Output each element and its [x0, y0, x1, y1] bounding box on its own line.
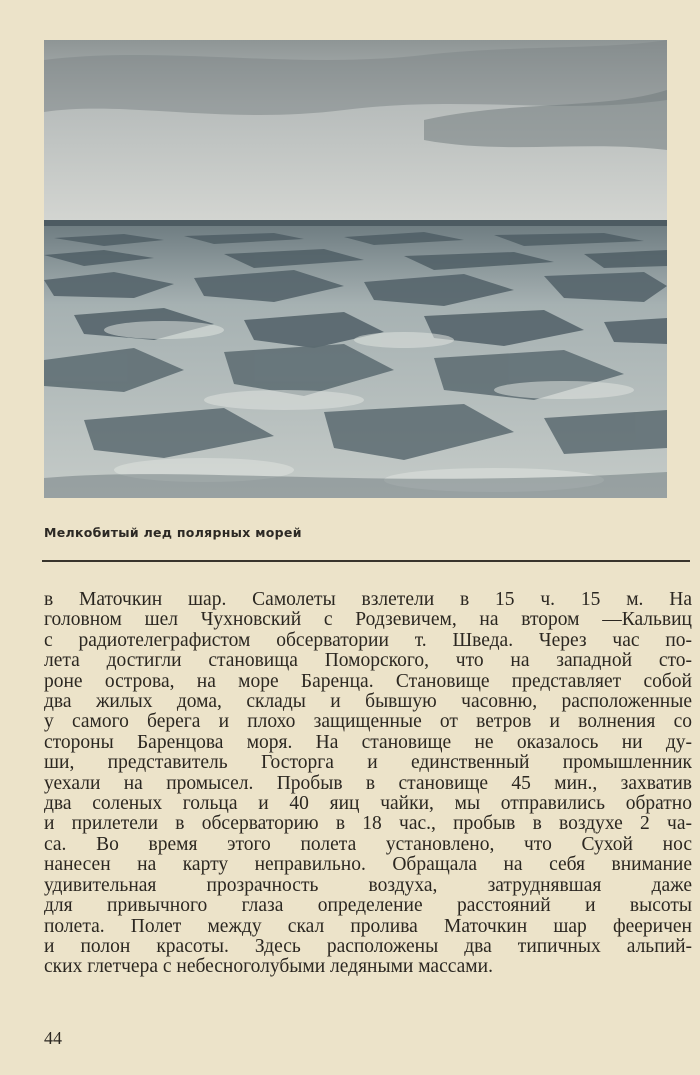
text-line: два жилых дома, склады и бывшую часовню, расположенные: [44, 691, 692, 713]
text-line: лета достигли становища Поморского, что на западной сто-: [44, 650, 692, 672]
text-line: два соленых гольца и 40 яиц чайки, мы отправились обратно: [44, 793, 692, 815]
text-line: роне острова, на море Баренца. Становище представляет собой: [44, 670, 692, 692]
text-line: са. Во время этого полета установлено, что Сухой нос: [44, 833, 692, 855]
sea-ice-photo-graphic: [44, 40, 667, 498]
text-line: и полон красоты. Здесь расположены два типичных альпий-: [44, 935, 692, 957]
text-line: головном шел Чухновский с Родзевичем, на втором —Кальвиц: [44, 609, 692, 631]
text-line: стороны Баренцова моря. На становище не оказалось ни ду-: [44, 731, 692, 753]
text-line: ши, представитель Госторга и единственный промышленник: [44, 752, 692, 774]
body-paragraph: [44, 590, 692, 978]
text-line: нанесен на карту неправильно. Обращала на себя внимание: [44, 854, 692, 876]
text-line: удивительная прозрачность воздуха, затруднявшая даже: [44, 874, 692, 896]
text-line: с радиотелеграфистом обсерватории т. Шведа. Через час по-: [44, 629, 692, 651]
figure-caption: Мелкобитый лед полярных морей: [44, 525, 302, 540]
text-line: в Маточкин шар. Самолеты взлетели в 15 ч. 15 м. На: [44, 589, 692, 610]
caption-divider: [42, 560, 690, 562]
text-line: у самого берега и плохо защищенные от ветров и волнения со: [44, 711, 692, 733]
sea-ice-photo: [44, 40, 667, 498]
page-number: 44: [44, 1028, 62, 1048]
text-line: уехали на промысел. Пробыв в становище 45 мин., захватив: [44, 772, 692, 794]
text-line: ских глетчера с небесноголубыми ледяными массами.: [44, 956, 493, 978]
text-line: полета. Полет между скал пролива Маточкин шар фееричен: [44, 915, 692, 937]
text-line: для привычного глаза определение расстояний и высоты: [44, 895, 692, 917]
text-line: и прилетели в обсерваторию в 18 час., пробыв в воздухе 2 ча-: [44, 813, 692, 835]
